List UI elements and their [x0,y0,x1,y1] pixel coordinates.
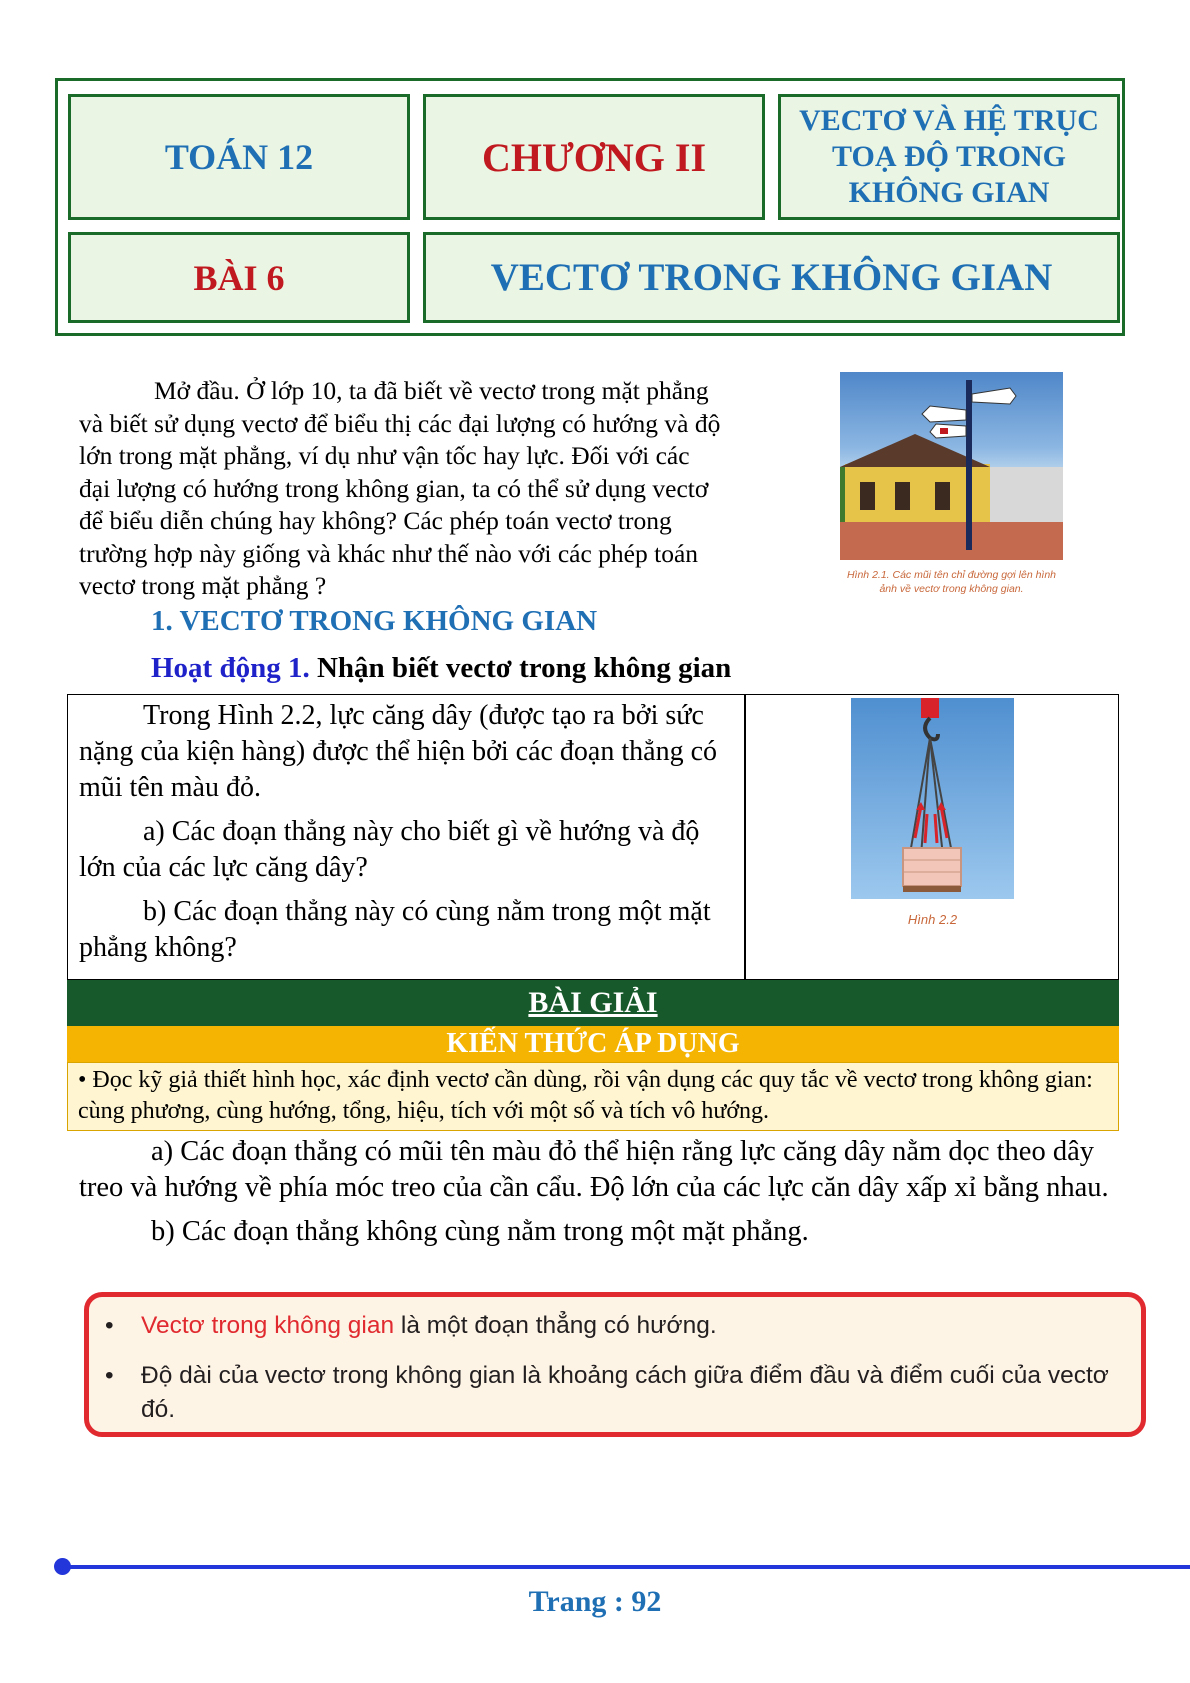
bullet-icon: • [105,1312,114,1339]
solution-title-bar [67,980,1119,1026]
signpost-photo [840,372,1063,560]
lesson-title-box [423,232,1120,323]
activity-label: Hoạt động 1. [151,652,310,684]
solution-text [79,1134,1119,1258]
chapter-title: VECTƠ VÀ HỆ TRỤC TOẠ ĐỘ TRONG KHÔNG GIAN [799,104,1099,209]
subject-box [68,94,410,220]
activity-table-divider [744,694,746,980]
solution-title: BÀI GIẢI [528,986,658,1019]
definition-item [105,1359,1136,1427]
answer-b: b) Các đoạn thẳng không cùng nằm trong một mặt phẳng. [151,1216,809,1247]
knowledge-title: KIẾN THỨC ÁP DỤNG [446,1028,740,1059]
chapter-title-box [778,94,1120,220]
answer-a: a) Các đoạn thẳng có mũi tên màu đỏ thể hiện rằng lực căng dây nằm dọc theo dây treo và hướng về phía móc treo của cần cẩu. Độ lớn của các lực căn dây xấp xỉ bằng nhau. [79,1136,1109,1203]
intro-paragraph: Mở đầu. Ở lớp 10, ta đã biết về vectơ trong mặt phẳng và biết sử dụng vectơ để biểu thị các đại lượng có hướng và độ lớn trong mặt phẳng, ví dụ như vận tốc hay lực. Đối với các đại lượng có hướng trong không gian, ta có thể sử dụng vectơ để biểu diễn chúng hay không? Các phép toán vectơ trong trường hợp này giống và khác như thế nào với các phép toán vectơ trong mặt phẳng ? [79,376,721,600]
crane-photo [851,698,1014,899]
knowledge-title-bar [67,1026,1119,1062]
lesson-title: VECTƠ TRONG KHÔNG GIAN [490,256,1053,299]
definition-text: là một đoạn thẳng có hướng. [394,1312,717,1339]
activity-heading: Nhận biết vectơ trong không gian [316,652,732,684]
definition-box [84,1292,1146,1437]
signpost-illustration [840,372,1063,560]
definition-term: Vectơ trong không gian [141,1312,395,1339]
knowledge-text: • Đọc kỹ giả thiết hình học, xác định vectơ cần dùng, rồi vận dụng các quy tắc về vectơ trong không gian: cùng phương, cùng hướng, tổng, hiệu, tích với một số và tích vô hướng. [67,1062,1119,1131]
activity-question-b: b) Các đoạn thẳng này có cùng nằm trong một mặt phẳng không? [79,896,711,963]
crane-illustration [851,698,1014,899]
section-title: 1. VECTƠ TRONG KHÔNG GIAN [151,605,598,637]
footer-dot-icon [54,1558,71,1575]
activity-text [79,698,734,974]
lesson-box [68,232,410,323]
subject-label: TOÁN 12 [164,137,314,177]
footer-line [64,1565,1190,1569]
definition-text: Độ dài của vectơ trong không gian là khoảng cách giữa điểm đầu và điểm cuối của vectơ đó. [141,1362,1109,1423]
activity-paragraph: Trong Hình 2.2, lực căng dây (được tạo ra bởi sức nặng của kiện hàng) được thể hiện bởi các đoạn thẳng có mũi tên màu đỏ. [79,700,717,803]
chapter-box [423,94,765,220]
chapter-label: CHƯƠNG II [481,134,707,180]
activity-question-a: a) Các đoạn thẳng này cho biết gì về hướng và độ lớn của các lực căng dây? [79,816,700,883]
bullet-icon: • [105,1362,114,1389]
figure-caption-2-1: Hình 2.1. Các mũi tên chỉ đường gợi lên hình ảnh về vectơ trong không gian. [846,569,1057,595]
definition-item [105,1309,1136,1343]
lesson-label: BÀI 6 [193,257,285,298]
page-number: Trang : 92 [528,1585,662,1618]
figure-caption-2-2: Hình 2.2 [907,912,958,927]
activity-title [151,652,731,685]
